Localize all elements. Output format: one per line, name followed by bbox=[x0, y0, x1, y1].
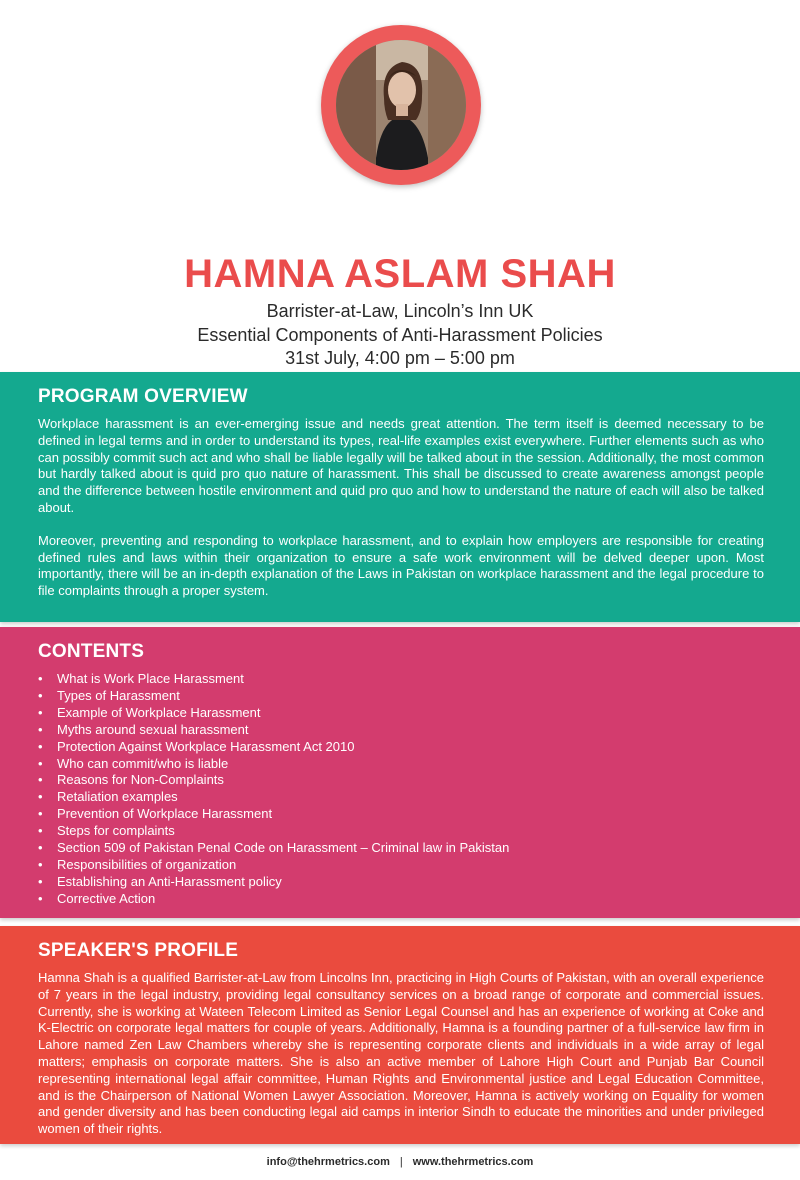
list-item-label: Section 509 of Pakistan Penal Code on Harassment – Criminal law in Pakistan bbox=[57, 840, 510, 856]
speaker-photo bbox=[336, 40, 466, 170]
bullet-icon: • bbox=[38, 823, 43, 839]
overview-paragraph: Workplace harassment is an ever-emerging issue and needs great attention. The term itself is deemed necessary to be defined in legal terms and in order to understand its types, real-life examples exist everywhere. Further elements such as who can possibly commit such act and who shall be liable legally will be talked about in the session. Additionally, the most common but hardly talked about is quid pro quo nature of harassment. This shall be discussed to create awareness amongst people and the difference between hostile environment and quid pro quo and how to understand the nature of each will also be talked about. bbox=[38, 416, 764, 515]
list-item-label: Steps for complaints bbox=[57, 823, 175, 839]
list-item bbox=[38, 688, 764, 705]
speaker-profile-section bbox=[0, 926, 800, 1144]
bullet-icon: • bbox=[38, 755, 43, 771]
program-overview-section bbox=[0, 372, 800, 622]
bullet-icon: • bbox=[38, 704, 43, 720]
program-overview-heading: PROGRAM OVERVIEW bbox=[38, 386, 248, 407]
list-item bbox=[38, 722, 764, 739]
list-item-label: Example of Workplace Harassment bbox=[57, 704, 261, 720]
footer-email-link[interactable]: info@thehrmetrics.com bbox=[266, 1156, 390, 1168]
list-item-label: Myths around sexual harassment bbox=[57, 721, 249, 737]
list-item bbox=[38, 840, 764, 857]
speaker-photo-frame bbox=[321, 25, 481, 185]
bullet-icon: • bbox=[38, 687, 43, 703]
bullet-icon: • bbox=[38, 772, 43, 788]
contents-list bbox=[38, 671, 764, 908]
bullet-icon: • bbox=[38, 789, 43, 805]
overview-paragraph: Moreover, preventing and responding to workplace harassment, and to explain how employers are responsible for creating defined rules and laws within their organization to ensure a safe work environment will be delved deeper upon. Most importantly, there will be an in-depth explanation of the Laws in Pakistan on workplace harassment and the legal procedure to file complaints through a proper system. bbox=[38, 532, 764, 599]
list-item bbox=[38, 891, 764, 908]
speaker-name: HAMNA ASLAM SHAH bbox=[184, 252, 616, 296]
list-item bbox=[38, 671, 764, 688]
footer-website-link[interactable]: www.thehrmetrics.com bbox=[412, 1156, 534, 1168]
list-item-label: Responsibilities of organization bbox=[57, 856, 237, 872]
list-item-label: Reasons for Non-Complaints bbox=[57, 772, 224, 788]
footer bbox=[0, 1156, 800, 1168]
speaker-portrait-illustration bbox=[336, 40, 466, 170]
bullet-icon: • bbox=[38, 840, 43, 856]
footer-separator: | bbox=[399, 1156, 403, 1168]
list-item-label: Who can commit/who is liable bbox=[57, 755, 229, 771]
list-item-label: What is Work Place Harassment bbox=[57, 671, 244, 686]
bullet-icon: • bbox=[38, 856, 43, 872]
bullet-icon: • bbox=[38, 738, 43, 754]
list-item bbox=[38, 806, 764, 823]
list-item bbox=[38, 823, 764, 840]
list-item-label: Retaliation examples bbox=[57, 789, 178, 805]
list-item-label: Prevention of Workplace Harassment bbox=[57, 806, 273, 822]
list-item bbox=[38, 756, 764, 773]
speaker-profile-heading: SPEAKER'S PROFILE bbox=[38, 940, 239, 961]
bullet-icon: • bbox=[38, 890, 43, 906]
list-item-label: Types of Harassment bbox=[57, 687, 180, 703]
list-item bbox=[38, 772, 764, 789]
bullet-icon: • bbox=[38, 873, 43, 889]
speaker-profile-text: Hamna Shah is a qualified Barrister-at-Law from Lincolns Inn, practicing in High Courts of Pakistan, with an overall experience of 7 years in the legal industry, providing legal consultancy services on a broad range of corporate and commercial issues. Currently, she is working at Wateen Telecom Limited as Senior Legal Counsel and has an experience of working at Coke and K-Electric on corporate legal matters for couple of years. Additionally, Hamna is a founding partner of a full-service law firm in Lahore named Zen Law Chambers whereby she is representing corporate clients and individuals in a wide array of legal matters; emphasis on corporate matters. She is also an active member of Lahore High Court and Punjab Bar Council representing international legal affair committee, Human Rights and Environmental justice and Legal Education Committee, and is the Chairperson of National Women Lawyer Association. Moreover, Hamna is actively working on Equality for women and gender diversity and has been conducting legal aid camps in interior Sindh to educate the minorities and under privileged women of their rights. bbox=[38, 970, 764, 1137]
list-item-label: Protection Against Workplace Harassment Act 2010 bbox=[57, 738, 355, 754]
session-title: Essential Components of Anti-Harassment Policies bbox=[197, 325, 603, 345]
list-item bbox=[38, 789, 764, 806]
list-item bbox=[38, 857, 764, 874]
bullet-icon: • bbox=[38, 721, 43, 737]
list-item-label: Establishing an Anti-Harassment policy bbox=[57, 873, 282, 889]
bullet-icon: • bbox=[38, 671, 43, 686]
session-datetime: 31st July, 4:00 pm – 5:00 pm bbox=[285, 348, 515, 368]
bullet-icon: • bbox=[38, 806, 43, 822]
list-item-label: Corrective Action bbox=[57, 890, 156, 906]
list-item bbox=[38, 874, 764, 891]
list-item bbox=[38, 739, 764, 756]
contents-section bbox=[0, 627, 800, 918]
list-item bbox=[38, 705, 764, 722]
contents-heading: CONTENTS bbox=[38, 641, 145, 662]
speaker-title: Barrister-at-Law, Lincoln’s Inn UK bbox=[266, 301, 534, 321]
